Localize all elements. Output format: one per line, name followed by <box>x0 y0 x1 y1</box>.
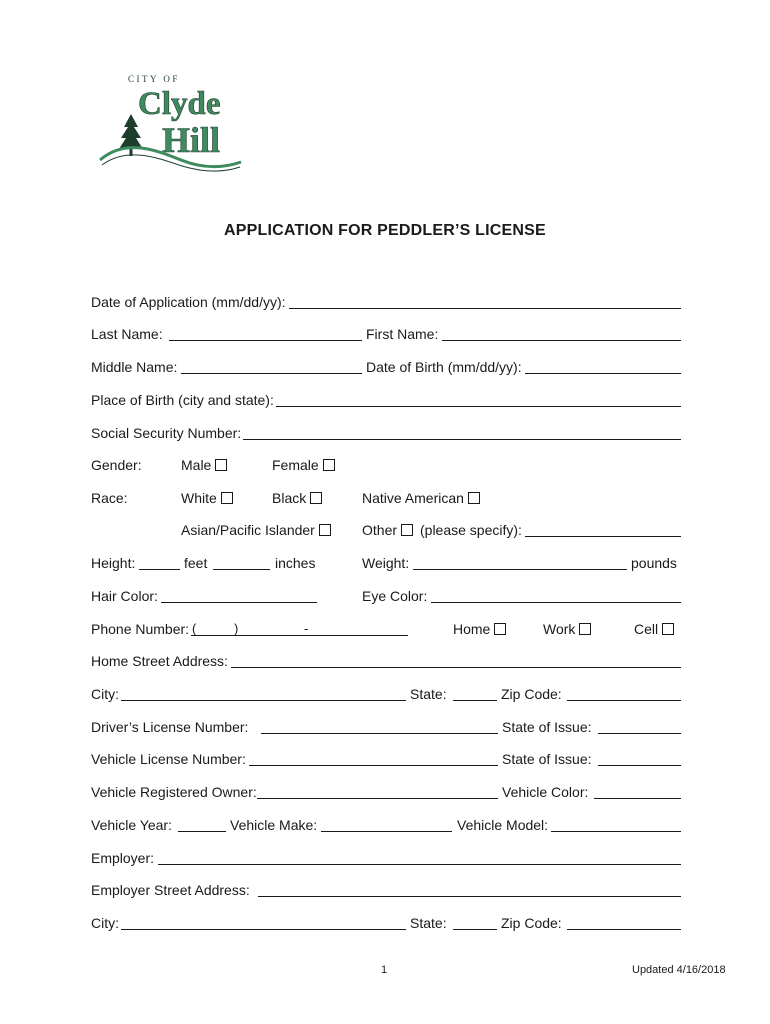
race-native-american <box>362 489 480 507</box>
vl-state-of-issue-label: State of Issue: <box>502 751 592 767</box>
height-feet-field[interactable] <box>139 554 180 570</box>
place-of-birth-field[interactable] <box>276 391 681 407</box>
race-label: Race: <box>91 490 128 506</box>
employer-label: Employer: <box>91 850 155 866</box>
vehicle-color-field[interactable] <box>594 783 681 799</box>
weight-label: Weight: <box>362 555 410 571</box>
page-title: APPLICATION FOR PEDDLER’S LICENSE <box>224 222 546 239</box>
eye-color-field[interactable] <box>431 587 681 603</box>
employer-city-field[interactable] <box>121 914 406 930</box>
phone-close-paren: ) <box>234 621 239 636</box>
vehicle-model-label: Vehicle Model: <box>457 817 549 833</box>
asian-label: Asian/Pacific Islander <box>181 522 315 538</box>
row-place-of-birth <box>91 391 681 411</box>
gender-label: Gender: <box>91 457 142 473</box>
gender-male <box>181 456 227 474</box>
employer-state-field[interactable] <box>453 914 497 930</box>
updated-date: Updated 4/16/2018 <box>632 964 726 976</box>
row-employer-street <box>91 881 681 901</box>
cell-checkbox[interactable] <box>662 623 674 635</box>
cell-label: Cell <box>634 621 659 637</box>
vehicle-owner-field[interactable] <box>257 783 498 799</box>
female-label: Female <box>272 457 319 473</box>
home-street-label: Home Street Address: <box>91 653 228 669</box>
row-vehicle-details <box>91 816 681 836</box>
row-name <box>91 325 681 345</box>
home-street-field[interactable] <box>231 652 681 668</box>
row-race-2 <box>91 521 681 541</box>
white-label: White <box>181 490 217 506</box>
native-american-checkbox[interactable] <box>468 492 480 504</box>
city-label: City: <box>91 686 119 702</box>
feet-label: feet <box>184 555 208 571</box>
first-name-field[interactable] <box>442 325 681 341</box>
work-checkbox[interactable] <box>579 623 591 635</box>
phone-number-label: Phone Number: <box>91 621 190 637</box>
black-label: Black <box>272 490 307 506</box>
state-label: State: <box>410 686 447 702</box>
row-phone <box>91 620 681 640</box>
employer-field[interactable] <box>158 849 681 865</box>
race-white <box>181 489 233 507</box>
first-name-label: First Name: <box>366 326 439 342</box>
white-checkbox[interactable] <box>221 492 233 504</box>
hair-color-label: Hair Color: <box>91 588 158 604</box>
home-label: Home <box>453 621 491 637</box>
dl-state-of-issue-field[interactable] <box>598 718 681 734</box>
work-label: Work <box>543 621 576 637</box>
race-black <box>272 489 322 507</box>
phone-work <box>543 620 591 638</box>
phone-number-field[interactable] <box>191 620 408 636</box>
employer-state-label: State: <box>410 915 447 931</box>
race-other <box>362 521 413 539</box>
employer-street-label: Employer Street Address: <box>91 882 250 898</box>
last-name-label: Last Name: <box>91 326 163 342</box>
vl-state-of-issue-field[interactable] <box>598 750 681 766</box>
date-of-application-label: Date of Application (mm/dd/yy): <box>91 294 286 310</box>
hair-color-field[interactable] <box>161 587 317 603</box>
logo-hill: Hill <box>162 120 221 160</box>
employer-zip-field[interactable] <box>567 914 681 930</box>
gender-female <box>272 456 335 474</box>
vehicle-make-field[interactable] <box>321 816 452 832</box>
row-middle-dob <box>91 358 681 378</box>
phone-dash: - <box>304 621 309 636</box>
row-gender <box>91 456 681 476</box>
row-vehicle-owner <box>91 783 681 803</box>
phone-cell <box>634 620 674 638</box>
row-employer <box>91 849 681 869</box>
row-ssn <box>91 424 681 444</box>
weight-field[interactable] <box>413 554 627 570</box>
row-vehicle-license <box>91 750 681 770</box>
other-race-field[interactable] <box>525 521 681 537</box>
date-of-birth-field[interactable] <box>525 358 681 374</box>
row-race <box>91 489 681 509</box>
city-field[interactable] <box>121 685 406 701</box>
zip-field[interactable] <box>567 685 681 701</box>
home-checkbox[interactable] <box>494 623 506 635</box>
place-of-birth-label: Place of Birth (city and state): <box>91 392 274 408</box>
middle-name-field[interactable] <box>181 358 362 374</box>
city-logo <box>96 72 246 178</box>
vehicle-make-label: Vehicle Make: <box>230 817 318 833</box>
female-checkbox[interactable] <box>323 459 335 471</box>
ssn-label: Social Security Number: <box>91 425 242 441</box>
page-number: 1 <box>381 964 388 976</box>
other-label: Other <box>362 522 398 538</box>
row-drivers-license <box>91 718 681 738</box>
date-of-application-field[interactable] <box>289 293 681 309</box>
middle-name-label: Middle Name: <box>91 359 178 375</box>
asian-checkbox[interactable] <box>319 524 331 536</box>
vehicle-color-label: Vehicle Color: <box>502 784 589 800</box>
vehicle-year-field[interactable] <box>178 816 226 832</box>
please-specify-label: (please specify): <box>420 522 522 538</box>
zip-label: Zip Code: <box>501 686 562 702</box>
row-date-of-application <box>91 293 681 313</box>
row-city-state-zip <box>91 685 681 705</box>
vehicle-license-label: Vehicle License Number: <box>91 751 246 767</box>
height-inches-field[interactable] <box>213 554 270 570</box>
employer-street-field[interactable] <box>258 881 681 897</box>
pounds-label: pounds <box>631 555 677 571</box>
dl-state-of-issue-label: State of Issue: <box>502 719 592 735</box>
inches-label: inches <box>275 555 316 571</box>
phone-home <box>453 620 506 638</box>
row-height-weight <box>91 554 681 574</box>
employer-city-label: City: <box>91 915 119 931</box>
drivers-license-label: Driver’s License Number: <box>91 719 249 735</box>
vehicle-model-field[interactable] <box>551 816 681 832</box>
state-field[interactable] <box>453 685 497 701</box>
drivers-license-field[interactable] <box>261 718 498 734</box>
black-checkbox[interactable] <box>310 492 322 504</box>
logo-clyde: Clyde <box>138 86 221 122</box>
male-checkbox[interactable] <box>215 459 227 471</box>
eye-color-label: Eye Color: <box>362 588 428 604</box>
height-label: Height: <box>91 555 136 571</box>
row-home-street <box>91 652 681 672</box>
last-name-field[interactable] <box>169 325 362 341</box>
other-checkbox[interactable] <box>401 524 413 536</box>
row-hair-eye <box>91 587 681 607</box>
male-label: Male <box>181 457 212 473</box>
date-of-birth-label: Date of Birth (mm/dd/yy): <box>366 359 522 375</box>
vehicle-owner-label: Vehicle Registered Owner: <box>91 784 257 800</box>
logo-city-of: CITY OF <box>128 74 180 84</box>
phone-open-paren: ( <box>192 621 197 636</box>
employer-zip-label: Zip Code: <box>501 915 562 931</box>
row-employer-city-state-zip <box>91 914 681 934</box>
vehicle-year-label: Vehicle Year: <box>91 817 172 833</box>
vehicle-license-field[interactable] <box>249 750 498 766</box>
race-asian <box>181 521 331 539</box>
native-american-label: Native American <box>362 490 464 506</box>
ssn-field[interactable] <box>243 424 681 440</box>
